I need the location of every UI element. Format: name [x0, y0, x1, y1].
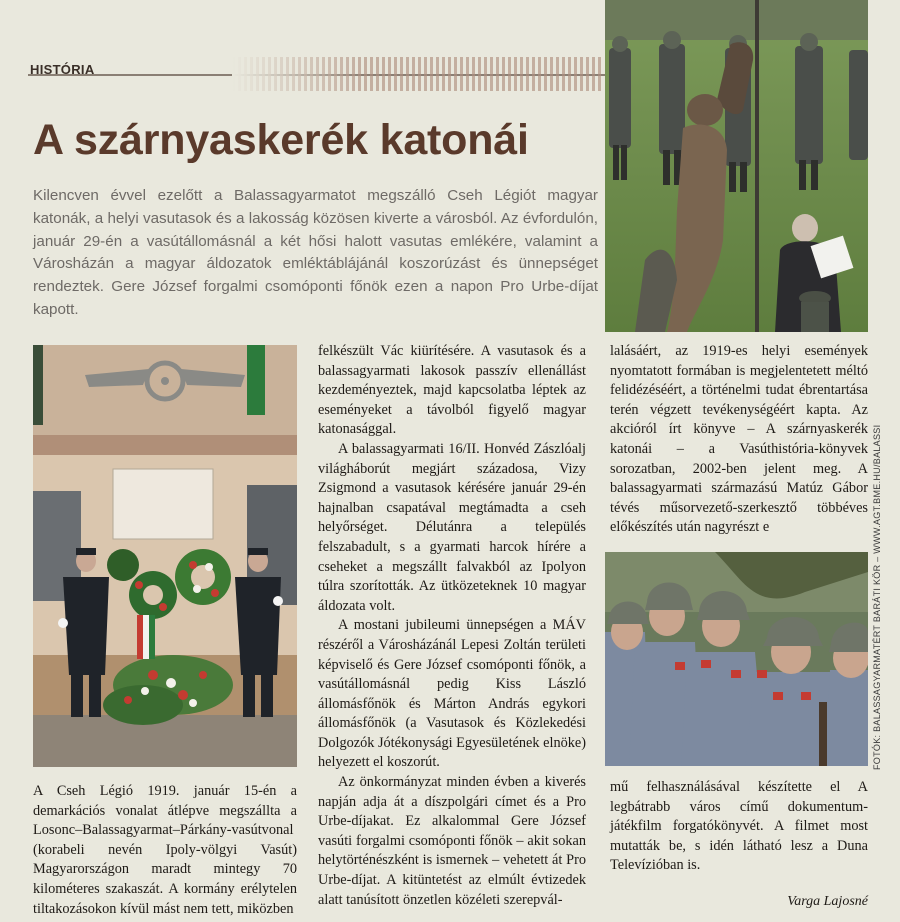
author-signature: Varga Lajosné — [787, 894, 868, 909]
paragraph: mű felhasználásával készítette el A legbátrabb város című dokumentum-játékfilm forgatókönyvét. A filmet most mutatták be, s idén látható lesz a Duna Televízióban is. — [610, 779, 868, 874]
paragraph: A mostani jubileumi ünnepségen a MÁV részéről a Városházánál Lepesi Zoltán területi képviselő és Gere József csomóponti főnök, a vasútállomásnál pedig Kiss László állomásfőnök és Márton András egykori állomásfőnök (a Vasutasok és Közlekedési Dolgozók Jótékonysági Egyesületének elnöke) helyezett el koszorút. — [318, 617, 586, 771]
article-column-1 — [33, 782, 297, 919]
article-column-2 — [318, 342, 586, 910]
paragraph: felkészült Vác kiürítésére. A vasutasok és a balassagyarmati lakosok passzív ellenállást kezdeményeztek, majd kapcsolatba léptek az eseményeket a távolból figyelő magyar katonasággal. — [318, 343, 586, 438]
article-column-3 — [610, 342, 868, 538]
paragraph: A Cseh Légió 1919. január 15-én a demarkációs vonalat átlépve megszállta a Losonc–Balassagyarmat–Párkány-vasútvonal (korabeli nevén Ipoly-völgyi Vasút) Magyarországon maradt mintegy 70 kilométeres szakaszát. A kormány erélytelen tiltakozásokon kívül mást nem tett, miközben — [33, 783, 297, 917]
article-column-3-continued — [610, 778, 868, 876]
photo-soldiers-helmets — [605, 552, 868, 766]
photo-station-wreaths — [33, 345, 297, 767]
paragraph: lalásáért, az 1919-es helyi események nyomtatott formában is megjelentetett méltó felidézéséért, a történelmi tudat ébrentartása terén végzett tevékenységéért kapta. Az akcióról írt könyve – A szárnyaskerék katonái – a Vasúthistória-könyvek sorozatban, 2002-ben jelent meg. A balassagyarmati származású Matúz Gábor tévés műsorvezető-szerkesztő többéves előkészítés után nagyrészt e — [610, 343, 868, 536]
section-label: HISTÓRIA — [30, 62, 95, 77]
paragraph: A balassagyarmati 16/II. Honvéd Zászlóalj világháborút megjárt századosa, Vizy Zsigmond a vasutasok kérésére január 29-én hajnalban csapatával megtámadta a cseh helyőrséget. Délutánra a település felszabadult, s a gyarmati harcok hírére a cseheket a megszállt falvakból az Ipolyon túlra szorították. Az ütközeteknek 10 magyar áldozata volt. — [318, 440, 586, 614]
section-stripes-fade — [232, 57, 604, 91]
article-title: A szárnyaskerék katonái — [33, 116, 529, 164]
paragraph: Az önkormányzat minden évben a kiverés napján adja át a díszpolgári címet és a Pro Urbe-díjakat. Ez alkalommal Gere József vasúti forgalmi csomóponti főnök – akit sokan helytörténészként is ismernek – vehetett át Pro Urbe-díjat. A kitüntetést az elmúlt évtizedek alatt tanúsított önzetlen közéleti szerepvál- — [318, 774, 586, 908]
photo-credit: FOTÓK: BALASSAGYARMATÉRT BARÁTI KÖR – WWW.AGT.BME.HU/BALASSI — [872, 424, 882, 770]
photo-monument-ceremony — [605, 0, 868, 332]
article-lead: Kilencven évvel ezelőtt a Balassagyarmatot megszálló Cseh Légiót magyar katonák, a helyi vasutasok és a lakosság közösen kiverte a városból. Az évfordulón, január 29-én a vasútállomásnál a két hősi halott vasutas emlékére, valamint a Városházán a magyar áldozatok emléktáblájánál koszorúzást és ünnepséget rendeztek. Gere József forgalmi csomóponti főnök ezen a napon Pro Urbe-díjat kapott. — [33, 187, 598, 318]
